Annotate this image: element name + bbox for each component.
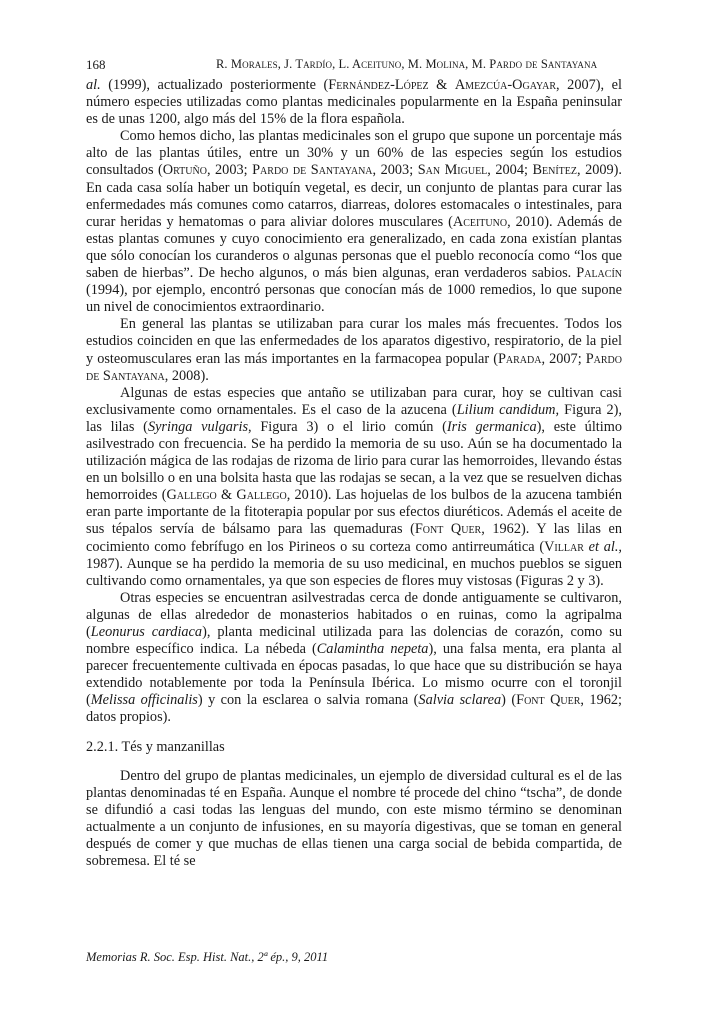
text-run: & — [216, 487, 237, 504]
journal-footer: Memorias R. Soc. Esp. Hist. Nat., 2ª ép., 9, 2011 — [86, 950, 329, 964]
paragraph — [86, 77, 622, 128]
running-head: R. Morales, J. Tardío, L. Aceituno, M. Molina, M. Pardo de Santayana — [216, 57, 598, 71]
text-run: ) ( — [501, 692, 517, 709]
page-number: 168 — [86, 57, 106, 72]
section-heading: 2.2.1. Tés y manzanillas — [86, 738, 225, 755]
italic-text: et al., — [588, 538, 622, 555]
text-run: ), este último asilvestrado con frecuencia. Se ha perdido la memoria de su uso. Aún se ha documentado la utilización mágica de las rodajas de rizoma de lirio para curar las hemorroides, llevando éstas en un bolsillo o en una bolsita hasta que las rodajas se secan, a la vez que se resuelven dichas hemorroides ( — [86, 418, 623, 504]
text-run: , 2009). En cada casa solía haber un botiquín vegetal, es decir, un conjunto de plantas para curar las enfermedades más comunes como catarros, diarreas, dolores estomacales o intestinales, para curar heridas y hematomas o para aliviar dolores musculares ( — [86, 162, 622, 230]
italic-text: Leonurus cardiaca — [90, 624, 203, 640]
italic-text: al. — [86, 77, 101, 93]
text-run: , 2004; — [487, 162, 533, 179]
paragraph — [86, 385, 622, 590]
text-run: Algunas de estas especies que antaño se utilizaban para curar, hoy se cultivan casi exclusivamente como ornamentales. Es el caso de la azucena ( — [86, 384, 622, 418]
text-run: , 2003; — [206, 162, 253, 179]
text-run: , 2008). — [164, 367, 209, 384]
italic-text: Calamintha nepeta — [316, 641, 429, 658]
text-run: , 2007; — [541, 350, 586, 367]
citation-author: Font Quer — [414, 521, 482, 538]
text-run: ), planta medicinal utilizada para las dolencias de corazón, como su nombre específico indica. La nébeda ( — [86, 624, 622, 658]
text-run: ), una falsa menta, era planta al parecer frecuentemente cultivada en épocas pasadas, lo que hace que su distribución se haya extendido notablemente por toda la Península Ibérica. Lo mismo ocurre con el toronjil ( — [86, 641, 623, 709]
citation-author: Font Quer — [516, 692, 581, 709]
paragraph — [86, 768, 622, 871]
italic-text: Iris germanica — [446, 418, 537, 435]
citation-author: Amezcúa-Ogayar — [454, 77, 557, 93]
italic-text: Salvia sclarea — [418, 692, 502, 709]
text-run: ) y con la esclarea o salvia romana ( — [197, 692, 419, 709]
text-run: Otras especies se encuentran asilvestradas cerca de donde antiguamente se cultivaron, algunas de ellas alrededor de monasterios habitados o en ruinas, como la agripalma ( — [86, 589, 622, 640]
citation-author: San Miguel — [417, 162, 488, 179]
section-paragraphs — [86, 768, 622, 871]
citation-author: Ortuño — [162, 162, 207, 179]
body-text — [86, 77, 622, 870]
citation-author: Gallego — [236, 487, 287, 504]
text-run: En general las plantas se utilizaban para curar los males más frecuentes. Todos los estudios coinciden en que las enfermedades de los aparatos digestivo, respiratorio, de la piel y osteomusculares eran las más importantes en la farmacopea popular ( — [86, 316, 622, 367]
paragraphs — [86, 77, 622, 727]
citation-author: Gallego — [166, 487, 217, 504]
text-run: , 1962; datos propios). — [86, 692, 622, 726]
text-run: (1994), por ejemplo, encontró personas que conocían más de 1000 remedios, lo que supone un nivel de conocimientos extraordinario. — [86, 282, 622, 316]
paragraph — [86, 128, 622, 316]
citation-author: Pardo de Santayana — [86, 350, 622, 384]
paragraph — [86, 316, 622, 384]
citation-author: Aceituno — [452, 213, 508, 230]
text-run: & — [428, 77, 455, 93]
citation-author: Benítez — [532, 162, 577, 179]
italic-text: Lilium candidum, — [456, 401, 560, 418]
text-run: , 2007), el número especies utilizadas como plantas medicinales popularmente en la España peninsular es de unas 1200, algo más del 15% de la flora española. — [86, 77, 622, 128]
text-run: , 2010). Las hojuelas de los bulbos de la azucena también eran parte importante de la fitoterapia popular por sus efectos diuréticos. Además el aceite de sus tépalos servía de bálsamo para las quemaduras ( — [86, 487, 622, 538]
italic-text: Syringa vulgaris — [147, 418, 249, 435]
text-run: , Figura 3) o el lirio común ( — [248, 418, 447, 435]
text-run: 1987). Aunque se ha perdido la memoria de su uso medicinal, en muchos pueblos se siguen cultivando como ornamentales, ya que son especies de flores muy vistosas (Figuras 2 y 3). — [86, 555, 622, 589]
paragraph — [86, 590, 622, 727]
text-run: , 1962). Y las lilas en cocimiento como febrífugo en los Pirineos o su corteza como antirreumática ( — [86, 521, 622, 555]
text-run: , 2010). Además de estas plantas comunes y cuyo conocimiento era generalizado, en cada zona existían plantas que sólo conocían los curanderos o algunas personas que el pueblo reconocía como “los que saben de hierbas”. De hecho algunos, o más bien algunas, eran verdaderos sabios. — [86, 213, 622, 282]
text-run: Figura 2), las lilas ( — [86, 401, 623, 435]
citation-author: Villar — [544, 538, 584, 555]
text-run: , 2003; — [372, 162, 418, 179]
text-run: Dentro del grupo de plantas medicinales, un ejemplo de diversidad cultural es el de las plantas denominadas té en España. Aunque el nombre té procede del chino “tscha”, de donde se difundió a casi todas las lenguas del mundo, con este mismo término se denominan actualmente a un conjunto de infusiones, en su mayoría digestivas, que se toman en general después de comer y que muchas de ellas tienen una carga social de bebida compartida, de sobremesa. El té se — [86, 767, 622, 870]
citation-author: Pardo de Santayana — [252, 162, 373, 179]
italic-text: Melissa officinalis — [90, 692, 198, 709]
citation-author: Parada — [497, 350, 542, 367]
citation-author: Fernández-López — [328, 77, 429, 93]
text-run: Como hemos dicho, las plantas medicinales son el grupo que supone un porcentaje más alto de las plantas útiles, entre un 30% y un 60% de las especies según los estudios consultados ( — [86, 128, 622, 179]
citation-author: Palacín — [576, 265, 622, 282]
text-run: (1999), actualizado posteriormente ( — [100, 77, 329, 93]
